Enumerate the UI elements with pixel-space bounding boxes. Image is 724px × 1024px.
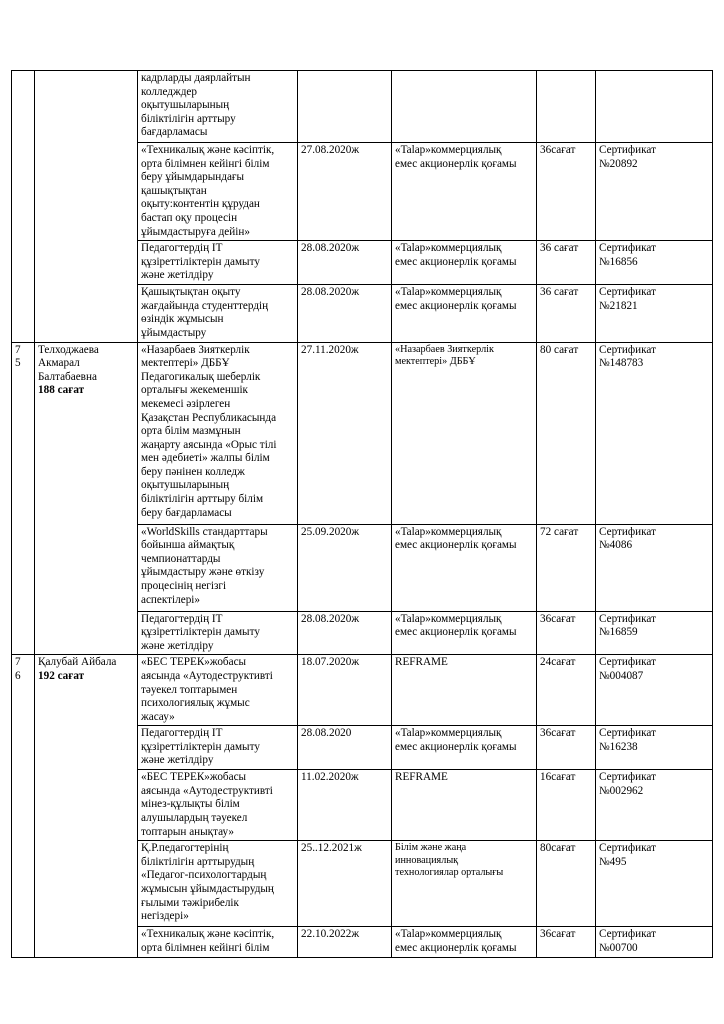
certificate-cell: Сертификат №495: [596, 841, 713, 927]
certificate-cell: Сертификат №21821: [596, 285, 713, 342]
duration-cell: 72 сағат: [537, 524, 596, 611]
program-cell: «Назарбаев Зияткерлік мектептері» ДББҰ Педагогикалық шеберлік орталығы жекеменшік мекемесі әзірлеген Қазақстан Республикасында орта білім мазмұнын жаңарту аясында «Орыс тілі мен әдебиеті» жалпы білім беру пәнінен колледж оқытушыларының біліктілігін арттыру білім беру бағдарламасы: [138, 342, 298, 524]
organization-cell: «Talap»коммерциялық емес акционерлік қоғамы: [392, 726, 537, 770]
certificate-cell: Сертификат №16859: [596, 611, 713, 655]
duration-cell: 16сағат: [537, 770, 596, 841]
training-table: [11, 70, 713, 958]
certificate-cell: Сертификат №4086: [596, 524, 713, 611]
certificate-cell: Сертификат №004087: [596, 655, 713, 726]
person-name: Қалубай Айбала: [38, 656, 117, 669]
organization-cell: [392, 71, 537, 143]
program-cell: Қ.Р.педагогтерінің біліктілігін арттырудың «Педагог-психологтардың жұмысын ұйымдастырудың ғылыми тәжірибелік негіздері»: [138, 841, 298, 927]
date-cell: 22.10.2022ж: [298, 927, 392, 958]
date-cell: 25.09.2020ж: [298, 524, 392, 611]
certificate-cell: [596, 71, 713, 143]
program-cell: «Техникалық және кәсіптік, орта білімнен кейінгі білім беру ұйымдарындағы қашықтықтан оқыту:контентін құрудан бастап оқу процесін ұйымдастыруға дейін»: [138, 143, 298, 241]
organization-cell: «Talap»коммерциялық емес акционерлік қоғамы: [392, 241, 537, 285]
duration-cell: [537, 71, 596, 143]
organization-cell: REFRAME: [392, 770, 537, 841]
date-cell: 27.08.2020ж: [298, 143, 392, 241]
person-cell: [35, 342, 138, 655]
certificate-cell: Сертификат №16856: [596, 241, 713, 285]
date-cell: [298, 71, 392, 143]
program-cell: кадрларды даярлайтын колледждер оқытушыларының біліктілігін арттыру бағдарламасы: [138, 71, 298, 143]
date-cell: 11.02.2020ж: [298, 770, 392, 841]
program-cell: «БЕС ТЕРЕК»жобасы аясында «Аутодеструктивті мінез-құлықты білім алушылардың тәуекел топтарын анықтау»: [138, 770, 298, 841]
person-name: Телходжаева Акмарал Балтабаевна: [38, 343, 99, 383]
table-row: [12, 71, 713, 143]
duration-cell: 80 сағат: [537, 342, 596, 524]
program-cell: «WorldSkills стандарттары бойынша аймақтық чемпионаттарды ұйымдастыру және өткізу процесінің негізгі аспектілері»: [138, 524, 298, 611]
number-cell: [12, 71, 35, 343]
duration-cell: 36сағат: [537, 927, 596, 958]
organization-cell: «Назарбаев Зияткерлік мектептері» ДББҰ: [392, 342, 537, 524]
table-row: [12, 655, 713, 726]
organization-cell: REFRAME: [392, 655, 537, 726]
program-cell: Педагогтердің IT құзіреттіліктерін дамыту және жетілдіру: [138, 241, 298, 285]
duration-cell: 36 сағат: [537, 285, 596, 342]
duration-cell: 36сағат: [537, 143, 596, 241]
organization-cell: «Talap»коммерциялық емес акционерлік қоғамы: [392, 927, 537, 958]
certificate-cell: Сертификат №002962: [596, 770, 713, 841]
program-cell: Педагогтердің IT құзіреттіліктерін дамыту және жетілдіру: [138, 611, 298, 655]
organization-cell: «Talap»коммерциялық емес акционерлік қоғамы: [392, 143, 537, 241]
date-cell: 28.08.2020ж: [298, 611, 392, 655]
duration-cell: 36 сағат: [537, 241, 596, 285]
organization-cell: «Talap»коммерциялық емес акционерлік қоғамы: [392, 524, 537, 611]
certificate-cell: Сертификат №00700: [596, 927, 713, 958]
date-cell: 25..12.2021ж: [298, 841, 392, 927]
program-cell: «БЕС ТЕРЕК»жобасы аясында «Аутодеструктивті тәуекел топтарымен психологиялық жұмыс жасау»: [138, 655, 298, 726]
organization-cell: «Talap»коммерциялық емес акционерлік қоғамы: [392, 611, 537, 655]
duration-cell: 36сағат: [537, 726, 596, 770]
duration-cell: 24сағат: [537, 655, 596, 726]
program-cell: Қашықтықтан оқыту жағдайында студенттердің өзіндік жұмысын ұйымдастыру: [138, 285, 298, 342]
number-cell: 7 5: [12, 342, 35, 655]
certificate-cell: Сертификат №20892: [596, 143, 713, 241]
organization-cell: Білім және жаңа инновациялық технологиялар орталығы: [392, 841, 537, 927]
number-cell: 7 6: [12, 655, 35, 958]
person-cell: [35, 71, 138, 343]
person-hours: 188 сағат: [38, 384, 85, 397]
certificate-cell: Сертификат №148783: [596, 342, 713, 524]
duration-cell: 36сағат: [537, 611, 596, 655]
certificate-cell: Сертификат №16238: [596, 726, 713, 770]
date-cell: 28.08.2020: [298, 726, 392, 770]
program-cell: Педагогтердің IT құзіреттіліктерін дамыту және жетілдіру: [138, 726, 298, 770]
date-cell: 18.07.2020ж: [298, 655, 392, 726]
date-cell: 28.08.2020ж: [298, 285, 392, 342]
person-hours: 192 сағат: [38, 669, 85, 682]
organization-cell: «Talap»коммерциялық емес акционерлік қоғамы: [392, 285, 537, 342]
date-cell: 28.08.2020ж: [298, 241, 392, 285]
program-cell: «Техникалық және кәсіптік, орта білімнен кейінгі білім: [138, 927, 298, 958]
person-cell: [35, 655, 138, 958]
table-row: [12, 342, 713, 524]
date-cell: 27.11.2020ж: [298, 342, 392, 524]
duration-cell: 80сағат: [537, 841, 596, 927]
